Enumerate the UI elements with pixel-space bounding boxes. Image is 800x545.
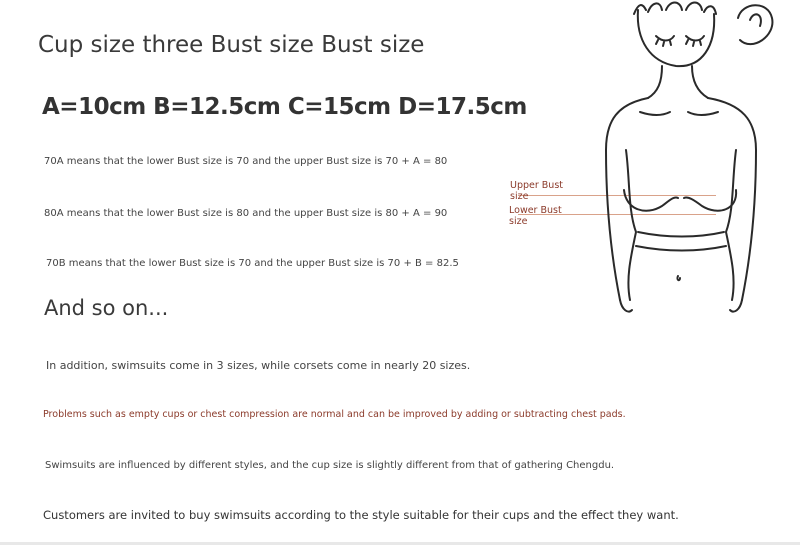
example-70b: 70B means that the lower Bust size is 70 and the upper Bust size is 70 + B = 82.5: [46, 258, 459, 269]
page-title: Cup size three Bust size Bust size: [38, 32, 425, 58]
note-sizes: In addition, swimsuits come in 3 sizes, while corsets come in nearly 20 sizes.: [46, 359, 471, 372]
note-buy-advice: Customers are invited to buy swimsuits according to the style suitable for their cups and the effect they want.: [43, 508, 679, 522]
left-breast: [624, 190, 678, 211]
upper-bust-label-line2: size: [510, 191, 529, 202]
lower-bust-label-line2: size: [509, 216, 528, 227]
cup-size-definitions: A=10cm B=12.5cm C=15cm D=17.5cm: [42, 94, 527, 120]
right-collarbone: [688, 112, 718, 115]
neck-right: [692, 66, 708, 98]
waist-line: [638, 232, 724, 237]
hair-bun: [738, 5, 772, 44]
note-styles: Swimsuits are influenced by different styles, and the cup size is slightly different from that of gathering Chengdu.: [45, 460, 615, 471]
lower-bust-label: [509, 205, 562, 227]
right-breast: [684, 190, 736, 211]
note-chest-pads: Problems such as empty cups or chest compression are normal and can be improved by adding or subtracting chest pads.: [43, 409, 626, 420]
lower-bust-label-line1: Lower Bust: [509, 205, 562, 216]
hair-bun-inner: [750, 14, 761, 26]
navel: [677, 276, 680, 280]
waist-line-lower: [636, 246, 726, 251]
torso-right-side: [726, 150, 736, 300]
neck-left: [648, 66, 662, 98]
torso-left-side: [626, 150, 636, 300]
left-collarbone: [640, 112, 670, 115]
and-so-on-heading: And so on...: [44, 296, 169, 320]
right-hand: [730, 300, 742, 312]
example-70a: 70A means that the lower Bust size is 70 and the upper Bust size is 70 + A = 80: [44, 156, 448, 167]
torso-illustration: [590, 0, 800, 320]
hair-bangs: [634, 3, 716, 15]
upper-bust-label: [510, 180, 563, 202]
left-hand: [620, 300, 632, 312]
upper-bust-label-line1: Upper Bust: [510, 180, 563, 191]
example-80a: 80A means that the lower Bust size is 80 and the upper Bust size is 80 + A = 90: [44, 208, 448, 219]
